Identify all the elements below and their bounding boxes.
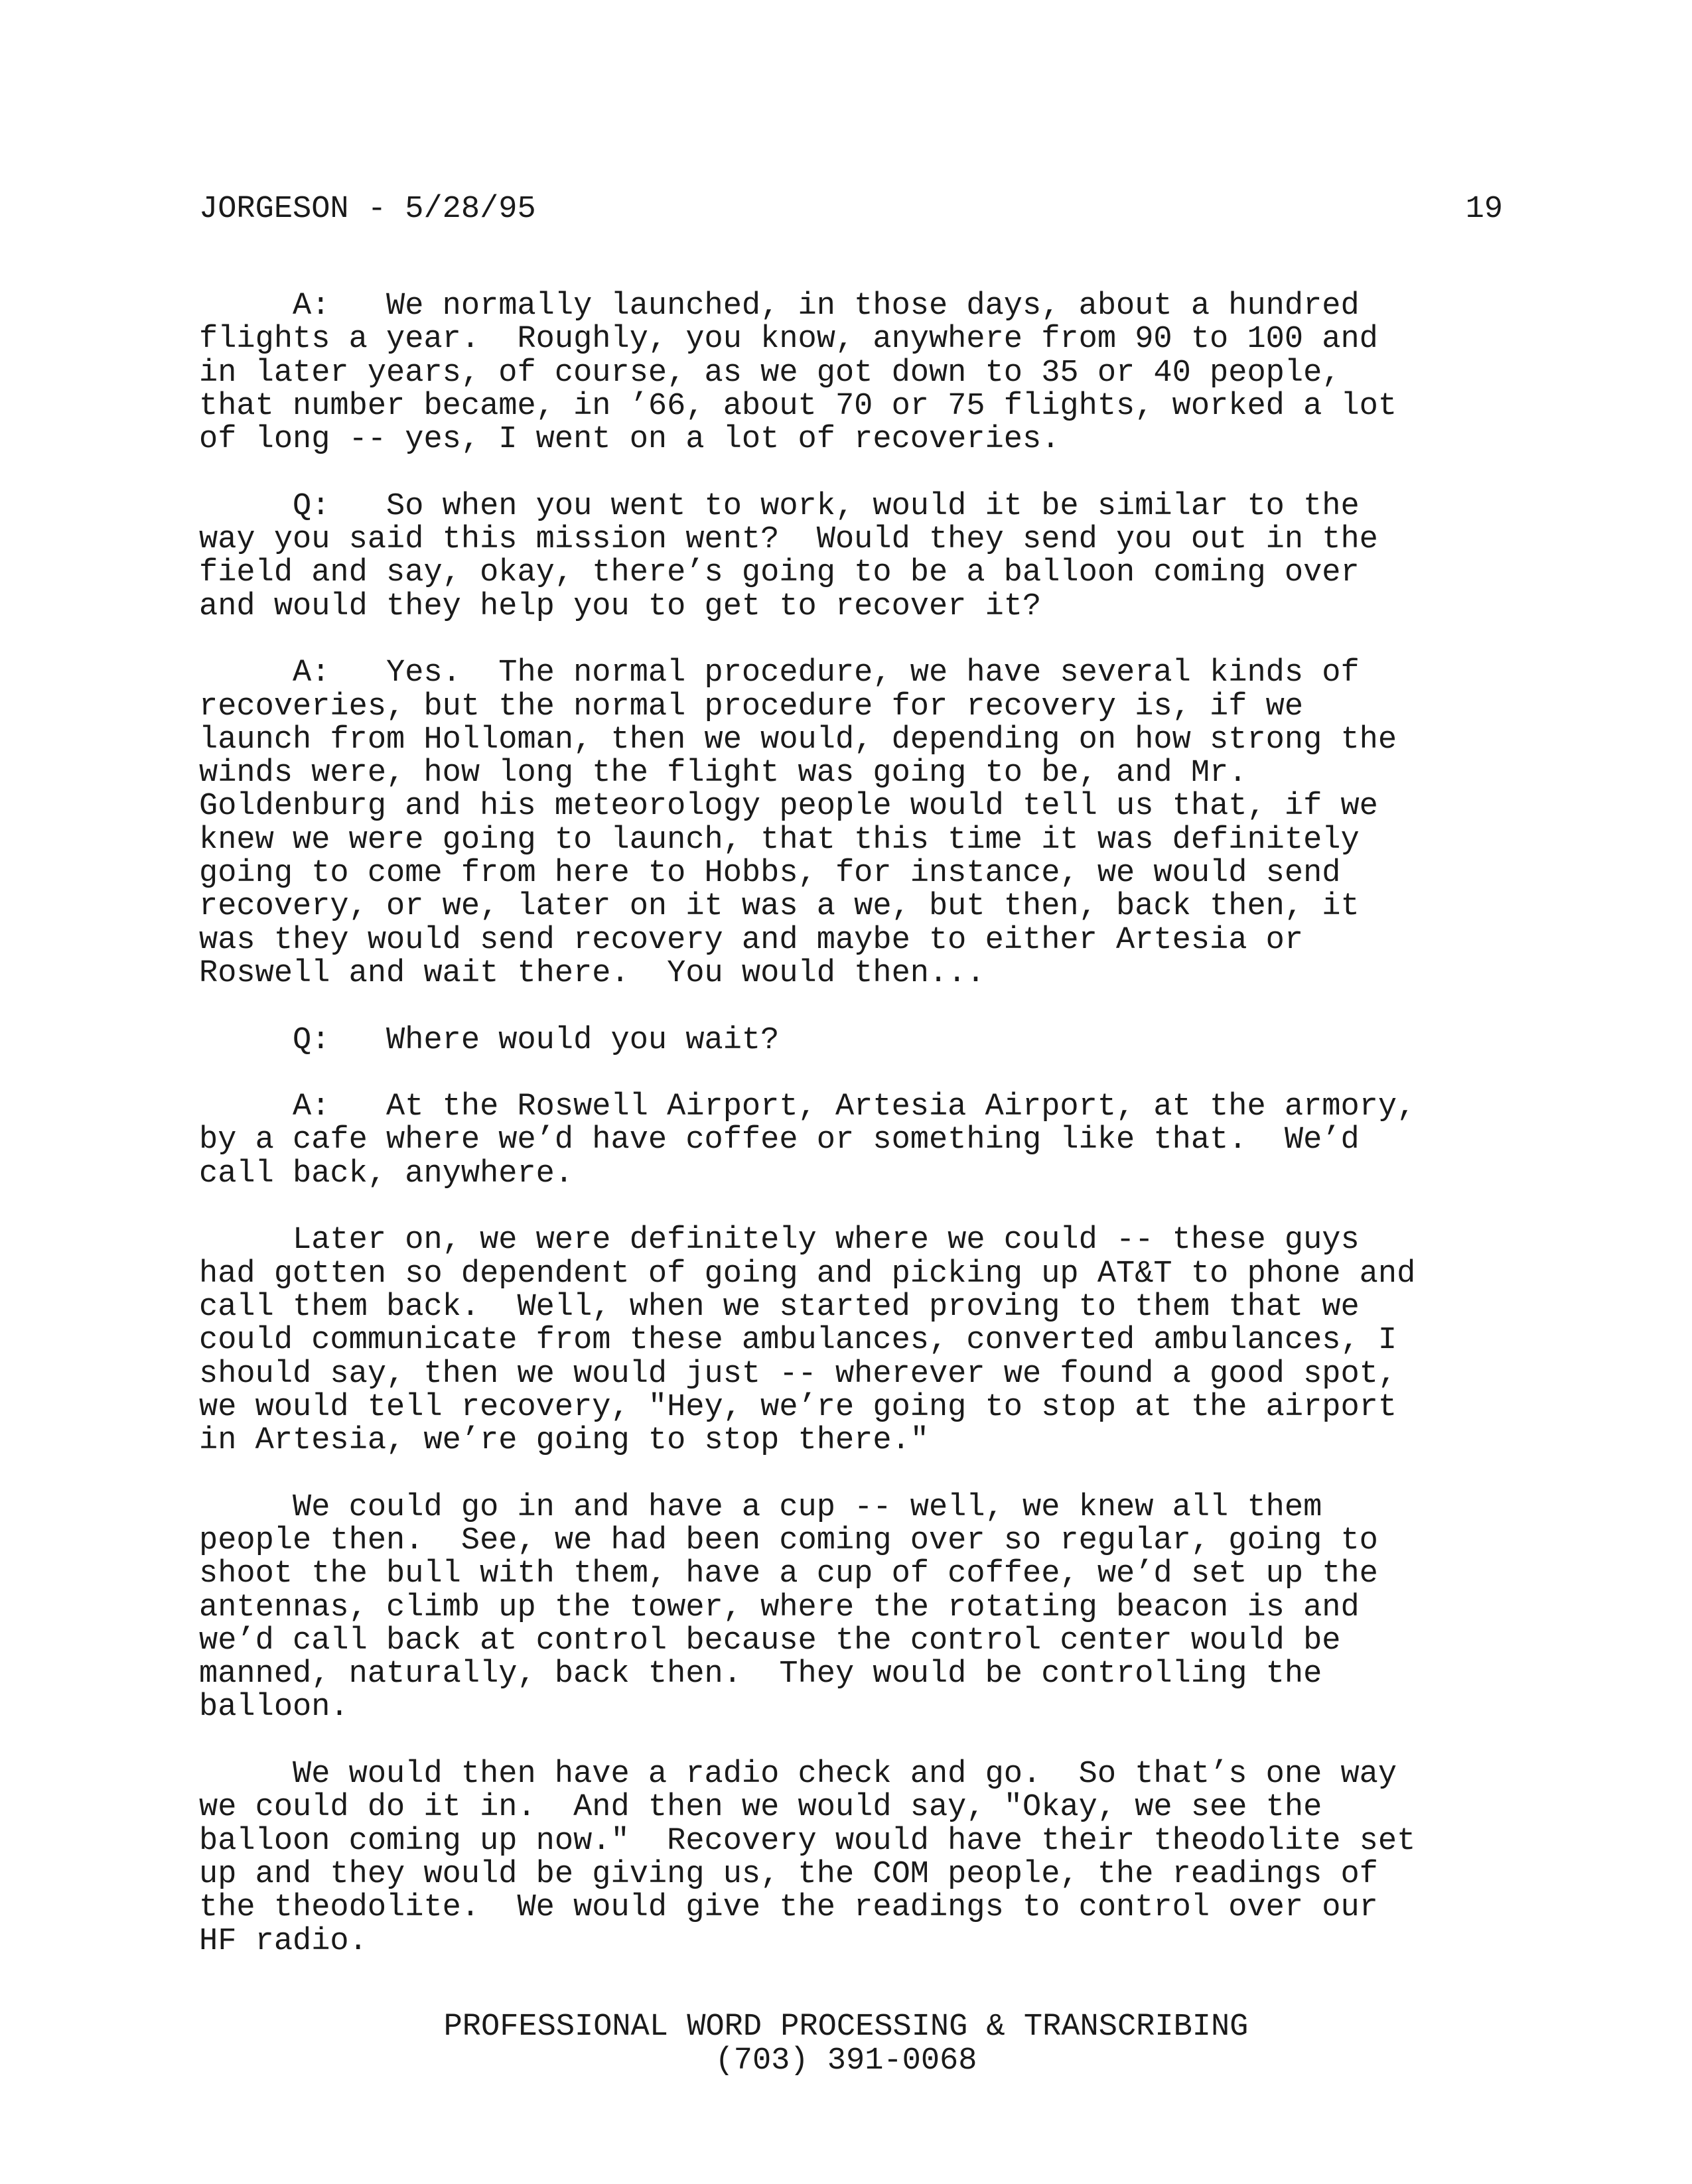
text-line: balloon coming up now." Recovery would have their theodolite set bbox=[199, 1823, 1416, 1859]
text-line: We could go in and have a cup -- well, we knew all them bbox=[199, 1489, 1322, 1525]
paragraph bbox=[199, 1091, 1513, 1191]
text-line: way you said this mission went? Would they send you out in the bbox=[199, 522, 1378, 558]
text-line: call back, anywhere. bbox=[199, 1156, 574, 1192]
text-line: launch from Holloman, then we would, depending on how strong the bbox=[199, 722, 1397, 758]
text-line: and would they help you to get to recover it? bbox=[199, 588, 1042, 624]
text-line: call them back. Well, when we started proving to them that we bbox=[199, 1289, 1360, 1325]
text-line: we could do it in. And then we would say, "Okay, we see the bbox=[199, 1790, 1322, 1826]
page-footer bbox=[0, 2010, 1692, 2078]
text-line: we’d call back at control because the control center would be bbox=[199, 1623, 1341, 1659]
paragraph bbox=[199, 1758, 1513, 1958]
text-line: We would then have a radio check and go. So that’s one way bbox=[199, 1757, 1397, 1793]
text-line: Q: So when you went to work, would it be similar to the bbox=[199, 488, 1360, 524]
text-line: that number became, in ’66, about 70 or 75 flights, worked a lot bbox=[199, 388, 1397, 424]
text-line: in Artesia, we’re going to stop there." bbox=[199, 1423, 929, 1459]
footer-company: PROFESSIONAL WORD PROCESSING & TRANSCRIBING bbox=[443, 2010, 1249, 2045]
text-line: Goldenburg and his meteorology people would tell us that, if we bbox=[199, 789, 1378, 825]
text-line: A: We normally launched, in those days, about a hundred bbox=[199, 289, 1360, 324]
paragraph bbox=[199, 490, 1513, 624]
text-line: winds were, how long the flight was going to be, and Mr. bbox=[199, 756, 1247, 791]
text-line: going to come from here to Hobbs, for instance, we would send bbox=[199, 856, 1341, 892]
text-line: should say, then we would just -- wherever we found a good spot, bbox=[199, 1356, 1397, 1392]
text-line: knew we were going to launch, that this time it was definitely bbox=[199, 822, 1360, 858]
text-line: Q: Where would you wait? bbox=[199, 1022, 780, 1058]
text-line: recoveries, but the normal procedure for recovery is, if we bbox=[199, 689, 1304, 724]
header-title: JORGESON - 5/28/95 bbox=[199, 192, 536, 227]
text-line: Later on, we were definitely where we could -- these guys bbox=[199, 1223, 1360, 1259]
text-line: was they would send recovery and maybe to either Artesia or bbox=[199, 922, 1304, 958]
text-line: of long -- yes, I went on a lot of recoveries. bbox=[199, 422, 1060, 458]
paragraph bbox=[199, 1491, 1513, 1725]
footer-phone: (703) 391-0068 bbox=[715, 2043, 977, 2079]
paragraph bbox=[199, 1224, 1513, 1458]
text-line: A: At the Roswell Airport, Artesia Airport, at the armory, bbox=[199, 1089, 1416, 1125]
text-line: could communicate from these ambulances, converted ambulances, I bbox=[199, 1323, 1397, 1359]
text-line: we would tell recovery, "Hey, we’re going to stop at the airport bbox=[199, 1389, 1397, 1425]
text-line: people then. See, we had been coming over so regular, going to bbox=[199, 1523, 1378, 1558]
text-line: recovery, or we, later on it was a we, but then, back then, it bbox=[199, 889, 1360, 925]
paragraph bbox=[199, 290, 1513, 456]
text-line: had gotten so dependent of going and picking up AT&T to phone and bbox=[199, 1256, 1416, 1292]
text-line: antennas, climb up the tower, where the rotating beacon is and bbox=[199, 1590, 1360, 1625]
text-line: balloon. bbox=[199, 1690, 349, 1726]
text-line: in later years, of course, as we got down to 35 or 40 people, bbox=[199, 355, 1341, 391]
text-line: shoot the bull with them, have a cup of coffee, we’d set up the bbox=[199, 1556, 1378, 1592]
paragraph bbox=[199, 1024, 1513, 1058]
text-line: by a cafe where we’d have coffee or something like that. We’d bbox=[199, 1123, 1360, 1158]
page-number: 19 bbox=[1465, 192, 1503, 227]
transcript-body bbox=[199, 290, 1513, 1992]
text-line: A: Yes. The normal procedure, we have several kinds of bbox=[199, 655, 1360, 691]
text-line: the theodolite. We would give the readings to control over our bbox=[199, 1890, 1378, 1926]
text-line: manned, naturally, back then. They would be controlling the bbox=[199, 1657, 1322, 1692]
text-line: field and say, okay, there’s going to be a balloon coming over bbox=[199, 555, 1360, 591]
text-line: up and they would be giving us, the COM people, the readings of bbox=[199, 1856, 1378, 1892]
text-line: Roswell and wait there. You would then... bbox=[199, 955, 985, 991]
paragraph bbox=[199, 657, 1513, 990]
text-line: HF radio. bbox=[199, 1923, 368, 1959]
text-line: flights a year. Roughly, you know, anywhere from 90 to 100 and bbox=[199, 322, 1378, 358]
